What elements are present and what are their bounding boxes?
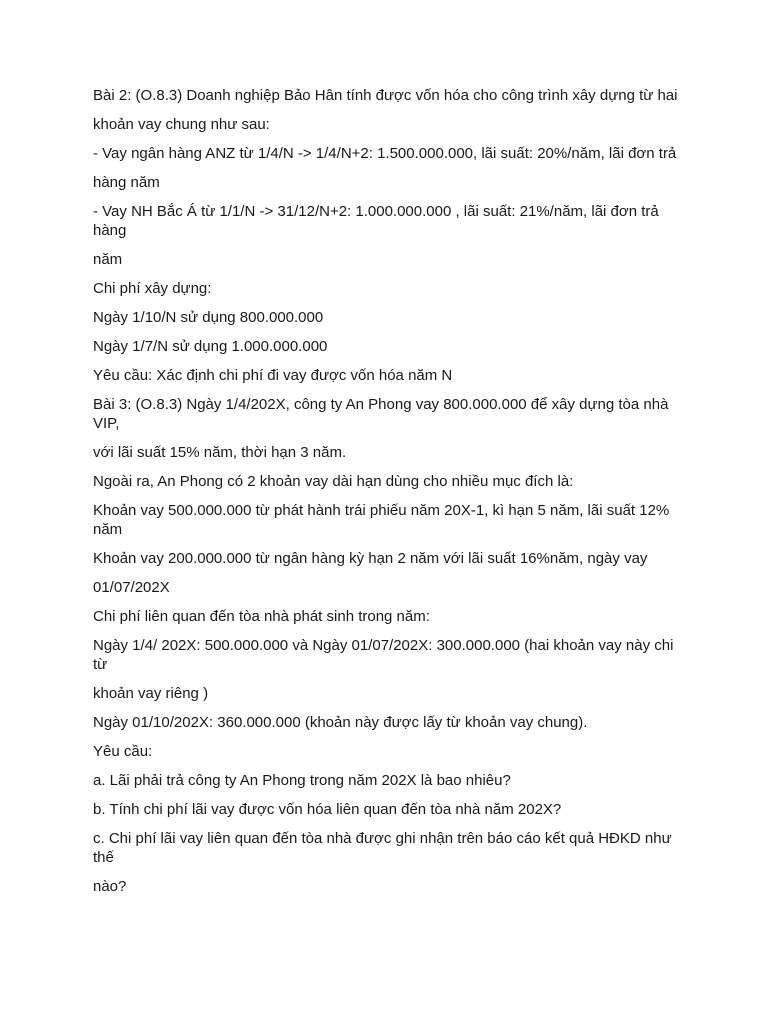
paragraph-question-c: c. Chi phí lãi vay liên quan đến tòa nhà được ghi nhận trên báo cáo kết quả HĐKD như thế — [93, 830, 672, 866]
paragraph-question-c-cont: nào? — [93, 878, 127, 895]
paragraph-bank-loan-date: 01/07/202X — [93, 579, 170, 596]
paragraph-bai3-title: Bài 3: (O.8.3) Ngày 1/4/202X, công ty An Phong vay 800.000.000 để xây dựng tòa nhà VIP, — [93, 396, 669, 432]
paragraph-loan-anz: - Vay ngân hàng ANZ từ 1/4/N -> 1/4/N+2: 1.500.000.000, lãi suất: 20%/năm, lãi đơn trả — [93, 145, 677, 162]
paragraph-loan-bac-a-cont: năm — [93, 251, 123, 268]
paragraph-bai2-requirement: Yêu cầu: Xác định chi phí đi vay được vốn hóa năm N — [93, 367, 453, 384]
paragraph-bond-loan: Khoản vay 500.000.000 từ phát hành trái phiếu năm 20X-1, kì hạn 5 năm, lãi suất 12% năm — [93, 502, 670, 538]
paragraph-bai2-title: Bài 2: (O.8.3) Doanh nghiệp Bảo Hân tính được vốn hóa cho công trình xây dựng từ hai — [93, 87, 678, 104]
paragraph-cost-apr-jul-cont: khoản vay riêng ) — [93, 685, 209, 702]
paragraph-loan-bac-a: - Vay NH Bắc Á từ 1/1/N -> 31/12/N+2: 1.000.000.000 , lãi suất: 21%/năm, lãi đơn trả hàng — [93, 203, 659, 239]
paragraph-cost-apr-jul: Ngày 1/4/ 202X: 500.000.000 và Ngày 01/07/202X: 300.000.000 (hai khoản vay này chi từ — [93, 637, 674, 673]
document-body — [93, 86, 683, 906]
paragraph-bai2-intro: khoản vay chung như sau: — [93, 116, 270, 133]
paragraph-question-b: b. Tính chi phí lãi vay được vốn hóa liên quan đến tòa nhà năm 202X? — [93, 801, 562, 818]
paragraph-bai3-requirements: Yêu cầu: — [93, 743, 153, 760]
paragraph-bank-loan: Khoản vay 200.000.000 từ ngân hàng kỳ hạn 2 năm với lãi suất 16%năm, ngày vay — [93, 550, 648, 567]
paragraph-cost-jul: Ngày 1/7/N sử dụng 1.000.000.000 — [93, 338, 328, 355]
paragraph-loan-anz-cont: hàng năm — [93, 174, 160, 191]
paragraph-building-costs: Chi phí liên quan đến tòa nhà phát sinh trong năm: — [93, 608, 430, 625]
paragraph-bai3-other-loans: Ngoài ra, An Phong có 2 khoản vay dài hạn dùng cho nhiều mục đích là: — [93, 473, 574, 490]
paragraph-construction-costs: Chi phí xây dựng: — [93, 280, 212, 297]
paragraph-question-a: a. Lãi phải trả công ty An Phong trong năm 202X là bao nhiêu? — [93, 772, 511, 789]
paragraph-bai3-rate: với lãi suất 15% năm, thời hạn 3 năm. — [93, 444, 347, 461]
paragraph-cost-oct: Ngày 1/10/N sử dụng 800.000.000 — [93, 309, 324, 326]
paragraph-cost-oct-general: Ngày 01/10/202X: 360.000.000 (khoản này được lấy từ khoản vay chung). — [93, 714, 588, 731]
